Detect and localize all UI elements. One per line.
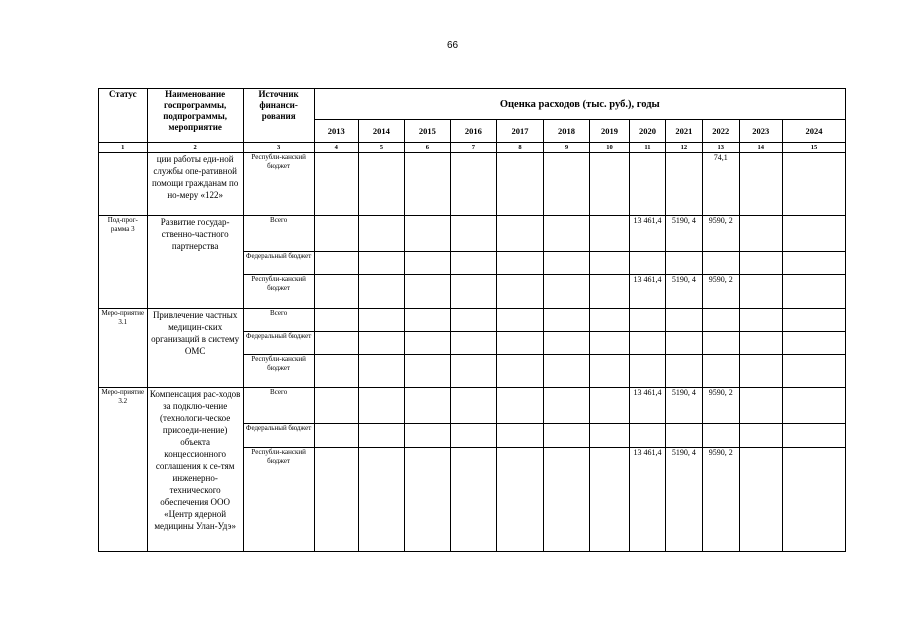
value-cell <box>359 355 405 388</box>
year-header: 2018 <box>544 120 590 143</box>
year-header: 2014 <box>359 120 405 143</box>
column-number: 4 <box>314 143 359 153</box>
value-cell <box>589 309 629 332</box>
status-cell: Меро-приятие 3.2 <box>99 388 148 552</box>
value-cell <box>404 309 451 332</box>
value-cell <box>739 252 783 275</box>
status-cell: Под-прог-рамма 3 <box>99 216 148 309</box>
name-cell: Развитие государ-ственно-частного партнерства <box>147 216 243 309</box>
value-cell <box>496 448 544 552</box>
value-cell <box>451 388 497 424</box>
value-cell <box>703 332 739 355</box>
expenses-table <box>98 88 846 552</box>
value-cell <box>314 448 359 552</box>
value-cell <box>496 332 544 355</box>
value-cell <box>544 424 590 448</box>
value-cell <box>589 216 629 252</box>
value-cell <box>783 332 846 355</box>
value-cell <box>783 309 846 332</box>
value-cell <box>359 332 405 355</box>
value-cell <box>451 424 497 448</box>
value-cell <box>404 355 451 388</box>
column-number: 13 <box>703 143 739 153</box>
value-cell <box>404 275 451 309</box>
value-cell <box>630 309 665 332</box>
value-cell <box>739 275 783 309</box>
value-cell <box>544 332 590 355</box>
value-cell <box>739 216 783 252</box>
column-number: 7 <box>451 143 497 153</box>
source-cell: Республи-канский бюджет <box>243 275 314 309</box>
value-cell <box>589 332 629 355</box>
value-cell <box>739 448 783 552</box>
value-cell: 9590, 2 <box>703 216 739 252</box>
value-cell <box>739 153 783 216</box>
source-cell: Республи-канский бюджет <box>243 355 314 388</box>
value-cell <box>451 332 497 355</box>
value-cell <box>544 355 590 388</box>
header-expenses: Оценка расходов (тыс. руб.), годы <box>314 89 845 120</box>
value-cell <box>404 424 451 448</box>
value-cell <box>589 388 629 424</box>
value-cell <box>314 252 359 275</box>
year-header: 2013 <box>314 120 359 143</box>
source-cell: Федеральный бюджет <box>243 424 314 448</box>
value-cell <box>544 252 590 275</box>
value-cell: 9590, 2 <box>703 448 739 552</box>
year-header: 2021 <box>665 120 702 143</box>
name-cell: ции работы еди-ной службы опе-ративной помощи гражданам по но-меру «122» <box>147 153 243 216</box>
source-cell: Всего <box>243 388 314 424</box>
value-cell <box>703 309 739 332</box>
value-cell <box>404 153 451 216</box>
value-cell <box>665 424 702 448</box>
year-header: 2019 <box>589 120 629 143</box>
value-cell <box>783 448 846 552</box>
column-number: 12 <box>665 143 702 153</box>
value-cell: 13 461,4 <box>630 448 665 552</box>
value-cell <box>783 275 846 309</box>
table-row <box>99 388 846 424</box>
value-cell <box>589 275 629 309</box>
column-number-row <box>99 143 846 153</box>
value-cell <box>589 424 629 448</box>
value-cell <box>314 275 359 309</box>
year-header: 2017 <box>496 120 544 143</box>
table-row <box>99 216 846 252</box>
value-cell <box>496 388 544 424</box>
column-number: 8 <box>496 143 544 153</box>
value-cell <box>783 355 846 388</box>
value-cell <box>589 355 629 388</box>
table-row <box>99 309 846 332</box>
value-cell <box>496 355 544 388</box>
value-cell <box>496 424 544 448</box>
column-number: 2 <box>147 143 243 153</box>
value-cell <box>783 252 846 275</box>
header-source: Источник финанси-рования <box>243 89 314 143</box>
value-cell <box>630 252 665 275</box>
value-cell: 5190, 4 <box>665 216 702 252</box>
value-cell <box>544 216 590 252</box>
value-cell <box>314 153 359 216</box>
value-cell <box>703 252 739 275</box>
value-cell <box>739 332 783 355</box>
value-cell <box>544 153 590 216</box>
value-cell <box>496 153 544 216</box>
value-cell <box>451 355 497 388</box>
value-cell <box>496 275 544 309</box>
value-cell <box>451 153 497 216</box>
value-cell <box>739 424 783 448</box>
year-header: 2015 <box>404 120 451 143</box>
status-cell <box>99 153 148 216</box>
column-number: 1 <box>99 143 148 153</box>
year-header: 2016 <box>451 120 497 143</box>
value-cell <box>665 153 702 216</box>
value-cell <box>404 216 451 252</box>
value-cell: 9590, 2 <box>703 388 739 424</box>
source-cell: Федеральный бюджет <box>243 252 314 275</box>
source-cell: Всего <box>243 216 314 252</box>
value-cell <box>783 216 846 252</box>
value-cell <box>451 309 497 332</box>
value-cell <box>783 388 846 424</box>
value-cell <box>544 275 590 309</box>
value-cell: 13 461,4 <box>630 275 665 309</box>
source-cell: Всего <box>243 309 314 332</box>
source-cell: Республи-канский бюджет <box>243 448 314 552</box>
status-cell: Меро-приятие 3.1 <box>99 309 148 388</box>
column-number: 3 <box>243 143 314 153</box>
header-row <box>99 89 846 120</box>
value-cell <box>630 424 665 448</box>
value-cell <box>314 309 359 332</box>
value-cell <box>451 216 497 252</box>
value-cell <box>451 275 497 309</box>
year-header: 2020 <box>630 120 665 143</box>
value-cell <box>404 252 451 275</box>
table-row <box>99 153 846 216</box>
value-cell <box>404 332 451 355</box>
value-cell <box>544 309 590 332</box>
value-cell <box>496 216 544 252</box>
value-cell <box>783 424 846 448</box>
value-cell <box>359 424 405 448</box>
column-number: 9 <box>544 143 590 153</box>
column-number: 6 <box>404 143 451 153</box>
value-cell: 13 461,4 <box>630 388 665 424</box>
value-cell <box>544 448 590 552</box>
value-cell <box>783 153 846 216</box>
value-cell <box>451 252 497 275</box>
name-cell: Привлечение частных медицин-ских организаций в систему ОМС <box>147 309 243 388</box>
value-cell <box>589 252 629 275</box>
value-cell <box>359 216 405 252</box>
value-cell <box>314 424 359 448</box>
year-header: 2024 <box>783 120 846 143</box>
value-cell: 9590, 2 <box>703 275 739 309</box>
value-cell <box>359 153 405 216</box>
value-cell <box>314 332 359 355</box>
value-cell <box>359 275 405 309</box>
value-cell <box>359 448 405 552</box>
value-cell <box>496 309 544 332</box>
value-cell <box>314 355 359 388</box>
column-number: 14 <box>739 143 783 153</box>
column-number: 10 <box>589 143 629 153</box>
value-cell <box>359 309 405 332</box>
value-cell <box>496 252 544 275</box>
year-header: 2022 <box>703 120 739 143</box>
value-cell <box>665 252 702 275</box>
year-header: 2023 <box>739 120 783 143</box>
header-status: Статус <box>99 89 148 143</box>
value-cell <box>739 388 783 424</box>
value-cell <box>630 355 665 388</box>
value-cell <box>739 355 783 388</box>
source-cell: Республи-канский бюджет <box>243 153 314 216</box>
column-number: 15 <box>783 143 846 153</box>
value-cell <box>359 252 405 275</box>
value-cell <box>665 332 702 355</box>
value-cell: 13 461,4 <box>630 216 665 252</box>
value-cell <box>739 309 783 332</box>
value-cell <box>404 448 451 552</box>
column-number: 5 <box>359 143 405 153</box>
value-cell: 74,1 <box>703 153 739 216</box>
value-cell <box>665 355 702 388</box>
value-cell <box>404 388 451 424</box>
value-cell <box>703 355 739 388</box>
value-cell <box>630 153 665 216</box>
value-cell <box>589 153 629 216</box>
header-name: Наименование госпрограммы, подпрограммы, мероприятие <box>147 89 243 143</box>
value-cell: 5190, 4 <box>665 275 702 309</box>
value-cell <box>544 388 590 424</box>
page-number: 66 <box>446 40 459 51</box>
value-cell <box>703 424 739 448</box>
value-cell <box>665 309 702 332</box>
value-cell <box>630 332 665 355</box>
name-cell: Компенсация рас-ходов за подклю-чение (технологи-ческое присоеди-нение) объекта концессионного соглашения к се-тям инженерно-технического обеспечения ООО «Центр ядерной медицины Улан-Удэ» <box>147 388 243 552</box>
value-cell <box>451 448 497 552</box>
value-cell <box>359 388 405 424</box>
value-cell: 5190, 4 <box>665 388 702 424</box>
source-cell: Федеральный бюджет <box>243 332 314 355</box>
value-cell: 5190, 4 <box>665 448 702 552</box>
value-cell <box>589 448 629 552</box>
column-number: 11 <box>630 143 665 153</box>
value-cell <box>314 216 359 252</box>
value-cell <box>314 388 359 424</box>
